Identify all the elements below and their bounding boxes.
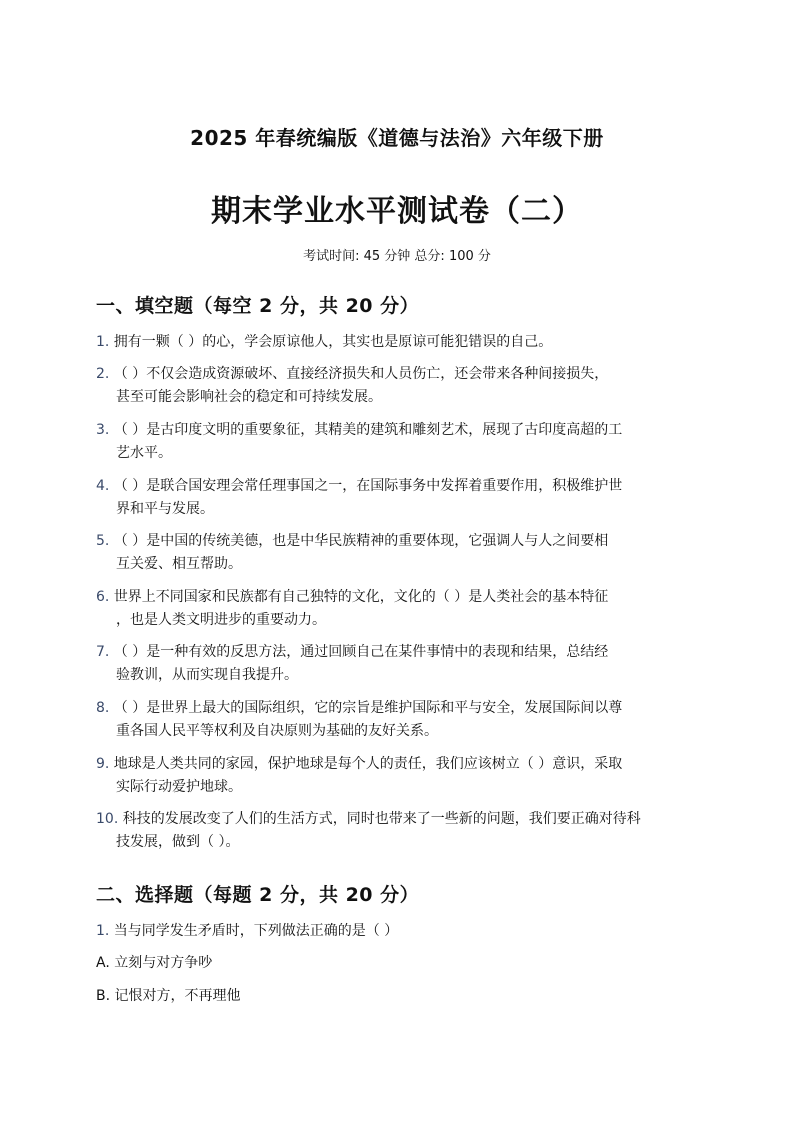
question-text-continued: 技发展，做到（ ）。 bbox=[116, 834, 240, 850]
exam-title: 期末学业水平测试卷（二） bbox=[211, 194, 583, 229]
document-title: 2025 年春统编版《道德与法治》六年级下册 bbox=[190, 126, 604, 150]
fill-in-question-1 bbox=[96, 331, 696, 354]
question-text: 科技的发展改变了人们的生活方式，同时也带来了一些新的问题，我们要正确对待科 bbox=[118, 811, 641, 827]
fill-in-question-10 bbox=[96, 808, 696, 854]
question-number: 5. bbox=[96, 533, 110, 549]
question-text: （ ）是中国的传统美德，也是中华民族精神的重要体现，它强调人与人之间要相 bbox=[109, 533, 609, 549]
question-text: 世界上不同国家和民族都有自己独特的文化，文化的（ ）是人类社会的基本特征 bbox=[109, 589, 609, 605]
question-text-continued: 互关爱、相互帮助。 bbox=[116, 556, 242, 572]
question-text: （ ）不仅会造成资源破坏、直接经济损失和人员伤亡，还会带来各种间接损失， bbox=[109, 366, 609, 382]
question-number: 10. bbox=[96, 811, 119, 827]
choice-option-a: A. 立刻与对方争吵 bbox=[96, 955, 213, 971]
question-number: 8. bbox=[96, 700, 110, 716]
fill-in-question-7 bbox=[96, 641, 696, 687]
question-text: （ ）是联合国安理会常任理事国之一，在国际事务中发挥着重要作用，积极维护世 bbox=[109, 478, 623, 494]
question-text-continued: 艺水平。 bbox=[116, 445, 172, 461]
section-fill-in-title: 一、填空题（每空 2 分，共 20 分） bbox=[96, 295, 420, 317]
question-number: 4. bbox=[96, 478, 110, 494]
fill-in-question-2 bbox=[96, 363, 696, 409]
question-number: 3. bbox=[96, 422, 110, 438]
question-number: 7. bbox=[96, 644, 110, 660]
question-text: （ ）是一种有效的反思方法，通过回顾自己在某件事情中的表现和结果，总结经 bbox=[109, 644, 609, 660]
choice-option-b: B. 记恨对方，不再理他 bbox=[96, 988, 241, 1004]
question-number: 1. bbox=[96, 334, 110, 350]
section-choice-title: 二、选择题（每题 2 分，共 20 分） bbox=[96, 884, 420, 906]
choice-question-1 bbox=[96, 920, 696, 943]
fill-in-question-3 bbox=[96, 419, 696, 465]
question-text-continued: 验教训，从而实现自我提升。 bbox=[116, 667, 298, 683]
question-number: 1. bbox=[96, 923, 110, 939]
exam-info: 考试时间: 45 分钟 总分: 100 分 bbox=[303, 249, 491, 264]
question-text-continued: 甚至可能会影响社会的稳定和可持续发展。 bbox=[116, 389, 382, 405]
question-text: （ ）是世界上最大的国际组织，它的宗旨是维护国际和平与安全，发展国际间以尊 bbox=[109, 700, 623, 716]
question-text: （ ）是古印度文明的重要象征，其精美的建筑和雕刻艺术，展现了古印度高超的工 bbox=[109, 422, 623, 438]
fill-in-question-8 bbox=[96, 697, 696, 743]
question-text: 拥有一颗（ ）的心，学会原谅他人，其实也是原谅可能犯错误的自己。 bbox=[109, 334, 553, 350]
fill-in-question-5 bbox=[96, 530, 696, 576]
fill-in-question-6 bbox=[96, 586, 696, 632]
question-number: 9. bbox=[96, 756, 110, 772]
question-number: 6. bbox=[96, 589, 110, 605]
fill-in-question-4 bbox=[96, 475, 696, 521]
question-text-continued: 重各国人民平等权利及自决原则为基础的友好关系。 bbox=[116, 723, 438, 739]
question-text: 地球是人类共同的家园，保护地球是每个人的责任，我们应该树立（ ）意识，采取 bbox=[109, 756, 623, 772]
question-text-continued: ，也是人类文明进步的重要动力。 bbox=[116, 612, 326, 628]
fill-in-question-9 bbox=[96, 753, 696, 799]
question-text: 当与同学发生矛盾时，下列做法正确的是（ ） bbox=[109, 923, 399, 939]
question-text-continued: 实际行动爱护地球。 bbox=[116, 779, 242, 795]
question-text-continued: 界和平与发展。 bbox=[116, 501, 214, 517]
question-number: 2. bbox=[96, 366, 110, 382]
